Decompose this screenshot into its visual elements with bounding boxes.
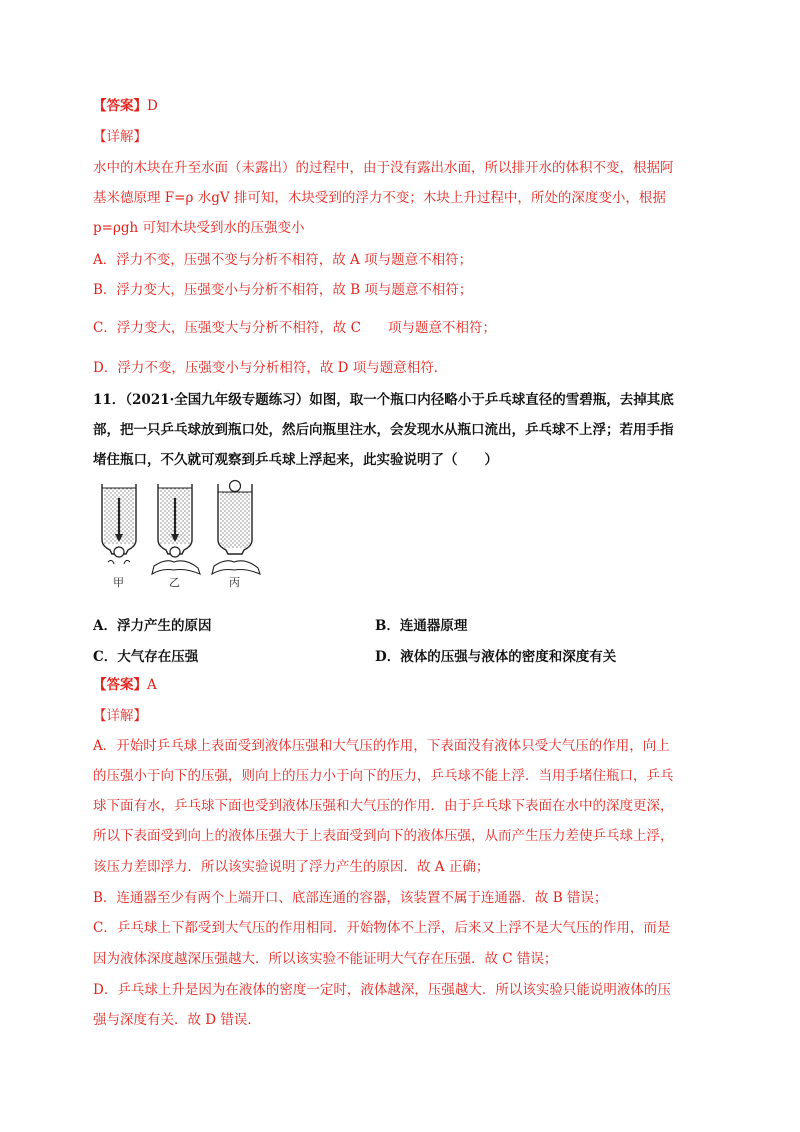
q11-stem-line: 11．（2021·全国九年级专题练习）如图，取一个瓶口内径略小于乒乓球直径的雪碧瓶，去掉其底	[93, 392, 674, 408]
figure-label-jia: 甲	[113, 576, 124, 588]
q11-answer-tag: 【答案】	[93, 677, 147, 693]
q11-explain-line: C．乒乓球上下都受到大气压的作用相同．开始物体不上浮，后来又上浮不是大气压的作用，而是	[93, 920, 671, 936]
figure-label-yi: 乙	[169, 576, 180, 588]
bottle-jia	[102, 484, 136, 564]
q11-option-d: D．液体的压强与液体的密度和深度有关	[375, 649, 617, 665]
q10-answer-tag: 【答案】	[93, 98, 147, 114]
q11-explain-line: 的压强小于向下的压强，则向上的压力小于向下的压力，乒乓球不能上浮．当用手堵住瓶口，乒乓	[93, 768, 674, 784]
q11-explain-line: D．乒乓球上升是因为在液体的密度一定时，液体越深，压强越大．所以该实验只能说明液体的压	[93, 982, 671, 998]
q10-explain-line: p=ρgh 可知木块受到水的压强变小	[93, 220, 305, 236]
q10-explain-line: 水中的木块在升至水面（未露出）的过程中，由于没有露出水面，所以排开水的体积不变，根据阿	[93, 160, 674, 176]
q10-explain-line: 基米德原理 F=ρ 水gV 排可知，木块受到的浮力不变；木块上升过程中，所处的深度变小，根据	[93, 190, 666, 206]
q11-stem-line: 堵住瓶口，不久就可观察到乒乓球上浮起来，此实验说明了（ ）	[93, 452, 498, 468]
q11-explain-line: 该压力差即浮力．所以该实验说明了浮力产生的原因．故 A 正确；	[93, 859, 490, 875]
q11-explain-line: 强与深度有关．故 D 错误．	[93, 1012, 261, 1028]
q11-option-c: C．大气存在压强	[93, 649, 199, 665]
q10-answer-value: D	[147, 98, 158, 114]
bottle-bing	[212, 481, 260, 575]
q11-answer-line	[93, 675, 157, 695]
q11-explain-line: 球下面有水，乒乓球下面也受到液体压强和大气压的作用．由于乒乓球下表面在水中的深度更深，	[93, 798, 674, 814]
bottle-yi	[152, 484, 200, 574]
q11-bottle-figure	[96, 478, 266, 588]
q11-option-b: B．连通器原理	[375, 618, 468, 634]
q10-option-analysis: C．浮力变大，压强变大与分析不相符，故 C 项与题意不相符；	[93, 320, 496, 336]
q11-option-a: A．浮力产生的原因	[93, 618, 212, 634]
q10-option-analysis: D．浮力不变，压强变小与分析相符，故 D 项与题意相符．	[93, 360, 448, 376]
q11-explain-line: B．连通器至少有两个上端开口、底部连通的容器，该装置不属于连通器．故 B 错误；	[93, 890, 608, 906]
q10-explain-tag: 【详解】	[93, 129, 147, 145]
q11-explain-line: 所以下表面受到向上的液体压强大于上表面受到向下的液体压强，从而产生压力差使乒乓球上浮，	[93, 828, 674, 844]
q10-option-analysis: A．浮力不变，压强不变与分析不相符，故 A 项与题意不相符；	[93, 252, 473, 268]
q10-answer-line	[93, 96, 158, 116]
q11-answer-value: A	[147, 677, 157, 693]
figure-label-bing: 丙	[229, 576, 240, 588]
q11-explain-line: 因为液体深度越深压强越大．所以该实验不能证明大气存在压强．故 C 错误；	[93, 951, 558, 967]
q11-stem-line: 部，把一只乒乓球放到瓶口处，然后向瓶里注水，会发现水从瓶口流出，乒乓球不上浮；若用手指	[93, 422, 674, 438]
q10-option-analysis: B．浮力变大，压强变小与分析不相符，故 B 项与题意不相符；	[93, 282, 473, 298]
q11-explain-tag: 【详解】	[93, 708, 147, 724]
q11-explain-line: A．开始时乒乓球上表面受到液体压强和大气压的作用，下表面没有液体只受大气压的作用，向上	[93, 738, 670, 754]
